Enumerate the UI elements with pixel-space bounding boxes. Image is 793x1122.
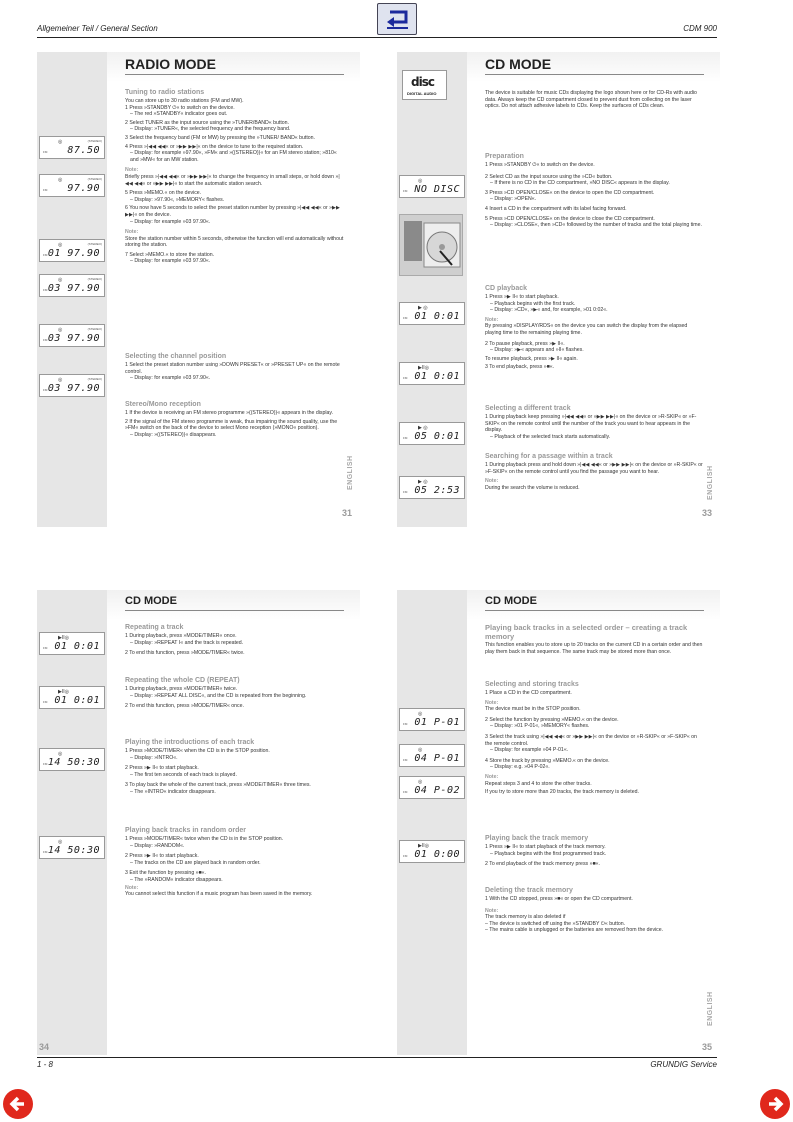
page-31 — [37, 52, 360, 527]
page-side-band — [37, 590, 107, 1055]
page-number: 34 — [39, 1042, 50, 1052]
selecting-section: Selecting a different track 1 During playback keep pressing »|◀◀ ◀◀« or »▶▶ ▶▶|« on the device or »R-SKIP« or »F-SKIP« on the remote control until the number of the track you want to hear appears in the display. – Playback of the selected track starts automatically. — [485, 404, 704, 440]
tuning-section: Tuning to radio stations You can store up to 30 radio stations (FM and MW). 1 Press »STANDBY ⏻« to switch on the device. – The red »STANDBY« indicator goes out. 2 Select TUNER as the input source using the »TUNER/BAND« button. – Display: »TUNER«, the selected frequency and the frequency band. 3 Select the frequency band (FM or MW) by pressing the »TUNER/ BAND« button. 4 Press »|◀◀ ◀◀« or »▶▶ ▶▶|« on the device to tune to the required station. – Display: for example »97.90«, »FM« and »((STEREO))« for an FM stereo station; »810« and »MW« for an MW station. Note: Briefly press »|◀◀ ◀◀« or »▶▶ ▶▶|« to change the frequency in small steps, or hold down »|◀◀ ◀◀« or »▶▶ ▶▶|« to start the automatic station search. 5 Press »MEMO.« on the device. – Display: »97.90«, »MEMORY« flashes. 6 You now have 5 seconds to select the preset station number by pressing »|◀◀ ◀◀« or »▶▶ ▶▶|« on the device. – Display: for example »03 97.90«. Note: Store the station number within 5 seconds, otherwise the function will end automatically without storing the station. 7 Select »MEMO.« to store the station. – Display: for example »03 97.90«. — [125, 89, 344, 265]
section-heading: Stereo/Mono reception — [125, 401, 201, 408]
lcd-display: ◎ FM 04 P-01 — [399, 744, 465, 767]
lcd-display: ◎ (STEREO) FM 03 97.90 — [39, 274, 105, 297]
lcd-display: ▶ ◎ FM 05 0:01 — [399, 422, 465, 445]
intro-section: Playing the introductions of each track 1 Press »MODE/TIMER« when the CD is in the STOP position. – Display: »INTRO«. 2 Press »▶ II« to start playback. – The first ten seconds of each track is played. 3 To play back the whole of the current track, press »MODE/TIMER« three times. – The »INTRO« indicator disappears. — [125, 738, 344, 796]
lcd-display: ◎ (STEREO) FM 01 97.90 — [39, 239, 105, 262]
section-heading: Repeating a track — [125, 624, 184, 631]
footer-left: 1 - 8 — [37, 1060, 54, 1069]
storing-section: Selecting and storing tracks 1 Place a CD in the CD compartment. Note: The device must be in the STOP position. 2 Select the function by pressing »MEMO.« on the device. – Display: »01 P-01«, »MEMORY« flashes. 3 Select the track using »|◀◀ ◀◀« or »▶▶ ▶▶|« on the device or »R-SKIP« or »F-SKIP« on the remote control. – Display: for example »04 P-01«. 4 Store the track by pressing »MEMO.« on the device. – Display: e.g. »04 P-02«. Note: Repeat steps 3 and 4 to store the other tracks. If you try to store more than 20 tracks, the track memory is deleted. — [485, 680, 704, 796]
next-page-button[interactable] — [760, 1089, 790, 1119]
page-title: RADIO MODE — [125, 56, 344, 75]
lcd-display: ▶II◎ FM 01 0:01 — [39, 632, 105, 655]
cd-compartment-photo — [399, 214, 463, 276]
page-35 — [397, 590, 720, 1055]
channel-section: Selecting the channel position 1 Select the preset station number using »DOWN PRESET« or »PRESET UP« on the remote control. – Display: for example »03 97.90«. — [125, 352, 344, 382]
language-tab: ENGLISH — [707, 465, 714, 500]
page-number: 33 — [702, 508, 713, 518]
lcd-display: ◎ (STEREO) FM 03 97.90 — [39, 324, 105, 347]
page-footer — [37, 1060, 717, 1074]
page-title: CD MODE — [485, 594, 704, 611]
section-heading: Playing back tracks in a selected order – creating a track memory — [485, 623, 688, 641]
lcd-display: ◎ (STEREO) FM 87.50 — [39, 136, 105, 159]
footer-right: GRUNDIG Service — [650, 1060, 717, 1069]
section-heading: Playing back the track memory — [485, 835, 589, 842]
back-button[interactable] — [377, 3, 417, 35]
lcd-display: ◎ FM 04 P-02 — [399, 776, 465, 799]
playback-section: CD playback 1 Press »▶ II« to start playback. – Playback begins with the first track. – Display: »CD«, »▶« and, for example, »01 0:02«. Note: By pressing »DISPLAY/RDS« on the device you can switch the display from the elapsed playing time to the remaining playing time. 2 To pause playback, press »▶ II«. – Display: »▶« appears and »II« flashes. To resume playback, press »▶ II« again. 3 To end playback, press »■«. — [485, 284, 704, 371]
lcd-display: ◎ FM 14 50:30 — [39, 836, 105, 859]
repeat-cd-section: Repeating the whole CD (REPEAT) 1 During playback, press »MODE/TIMER« twice. – Display: »REPEAT ALL DISC«, and the CD is repeated from the beginning. 2 To end this function, press »MODE/TIMER« once. — [125, 676, 344, 710]
section-heading: Preparation — [485, 153, 524, 160]
lcd-display: ▶II◎ FM 01 0:01 — [399, 362, 465, 385]
memory-section: Playing back tracks in a selected order – creating a track memory This function enables you to store up to 20 tracks on the current CD in a certain order and then play them back in that sequence. The same track may be stored more than once. — [485, 623, 703, 655]
compact-disc-logo: disc DIGITAL AUDIO — [402, 70, 447, 100]
repeat-track-section: Repeating a track 1 During playback, press »MODE/TIMER« once. – Display: »REPEAT I« and the track is repeated. 2 To end this function, press »MODE/TIMER« twice. — [125, 623, 344, 657]
previous-page-button[interactable] — [3, 1089, 33, 1119]
return-arrow-icon — [384, 8, 412, 32]
language-tab: ENGLISH — [707, 991, 714, 1026]
header-left: Allgemeiner Teil / General Section — [37, 24, 158, 33]
lcd-display: ▶ ◎ FM 01 0:01 — [399, 302, 465, 325]
section-heading: Deleting the track memory — [485, 887, 573, 894]
section-heading: CD playback — [485, 285, 528, 292]
preparation-section: Preparation 1 Press »STANDBY ⏻« to switch on the device. 2 Select CD as the input source using the »CD« button. – If there is no CD in the CD compartment, »NO DISC« appears in the display. 3 Press »CD OPEN/CLOSE« on the device to open the CD compartment. – Display: »OPEN«. 4 Insert a CD in the compartment with its label facing forward. 5 Press »CD OPEN/CLOSE« on the device to close the CD compartment. – Display: »CLOSE«, then »CD« followed by the number of tracks and the total playing time. — [485, 152, 704, 229]
page-number: 31 — [342, 508, 353, 518]
arrow-left-icon — [8, 1094, 28, 1114]
page-side-band — [397, 590, 467, 1055]
section-heading: Playing the introductions of each track — [125, 739, 255, 746]
section-heading: Tuning to radio stations — [125, 89, 205, 96]
lcd-display: ▶II◎ FM 01 0:01 — [39, 686, 105, 709]
lcd-display: ◎ (STEREO) FM 03 97.90 — [39, 374, 105, 397]
random-section: Playing back tracks in random order 1 Press »MODE/TIMER« twice when the CD is in the STOP position. – Display: »RANDOM«. 2 Press »▶ II« to start playback. – The tracks on the CD are played back in random order. 3 Exit the function by pressing »■«. – The »RANDOM« indicator disappears. Note: You cannot select this function if a music program has been saved in the memory. — [125, 826, 344, 898]
deleting-section: Deleting the track memory 1 With the CD stopped, press »■« or open the CD compartment. Note: The track memory is also deleted if – The device is switched off using the »STANDBY ⏻« button. – The mains cable is unplugged or the batteries are removed from the device. — [485, 886, 704, 934]
lcd-display: ▶ ◎ FM 05 2:53 — [399, 476, 465, 499]
section-heading: Selecting and storing tracks — [485, 681, 579, 688]
arrow-right-icon — [765, 1094, 785, 1114]
page-title: CD MODE — [485, 56, 704, 75]
page-34 — [37, 590, 360, 1055]
page-33 — [397, 52, 720, 527]
cd-intro: The device is suitable for music CDs displaying the logo shown here or for CD-Rs with audio data. Always keep the CD compartment closed to prevent dust from collecting on the laser optics. Do not attach adhesive labels to CDs. Keep the surfaces of CDs clean. — [485, 90, 697, 110]
playing-section: Playing back the track memory 1 Press »▶ II« to start playback of the track memory. – Playback begins with the first programmed track. 2 To end playback of the track memory press »■«. — [485, 834, 704, 868]
lcd-display: ◎ FM 14 50:30 — [39, 748, 105, 771]
section-heading: Selecting a different track — [485, 405, 571, 412]
section-heading: Repeating the whole CD (REPEAT) — [125, 677, 240, 684]
searching-section: Searching for a passage within a track 1 During playback press and hold down »|◀◀ ◀◀« or »▶▶ ▶▶|« on the device or »R-SKIP« or »F-SKIP« on the remote control until you find the passage you want to hear. Note: During the search the volume is reduced. — [485, 453, 703, 491]
language-tab: ENGLISH — [347, 455, 354, 490]
section-heading: Selecting the channel position — [125, 353, 227, 360]
lcd-display: ▶II◎ FM 01 0:00 — [399, 840, 465, 863]
page-side-band — [397, 52, 467, 527]
page-title: CD MODE — [125, 594, 344, 611]
header-rule — [37, 37, 717, 38]
footer-rule — [37, 1057, 717, 1058]
page-number: 35 — [702, 1042, 713, 1052]
section-heading: Searching for a passage within a track — [485, 453, 613, 460]
lcd-display: ◎ (STEREO) FM 97.90 — [39, 174, 105, 197]
header-right: CDM 900 — [683, 24, 717, 33]
stereo-mono-section: Stereo/Mono reception 1 If the device is receiving an FM stereo programme »((STEREO))« appears in the display. 2 If the signal of the FM stereo programme is weak, thus impairing the sound quality, use the »FM« switch on the back of the device to select Mono reception (»MONO« position). – Display: »((STEREO))« disappears. — [125, 400, 344, 438]
lcd-display: ◎ FM NO DISC — [399, 175, 465, 198]
lcd-display: ◎ FM 01 P-01 — [399, 708, 465, 731]
section-heading: Playing back tracks in random order — [125, 827, 246, 834]
